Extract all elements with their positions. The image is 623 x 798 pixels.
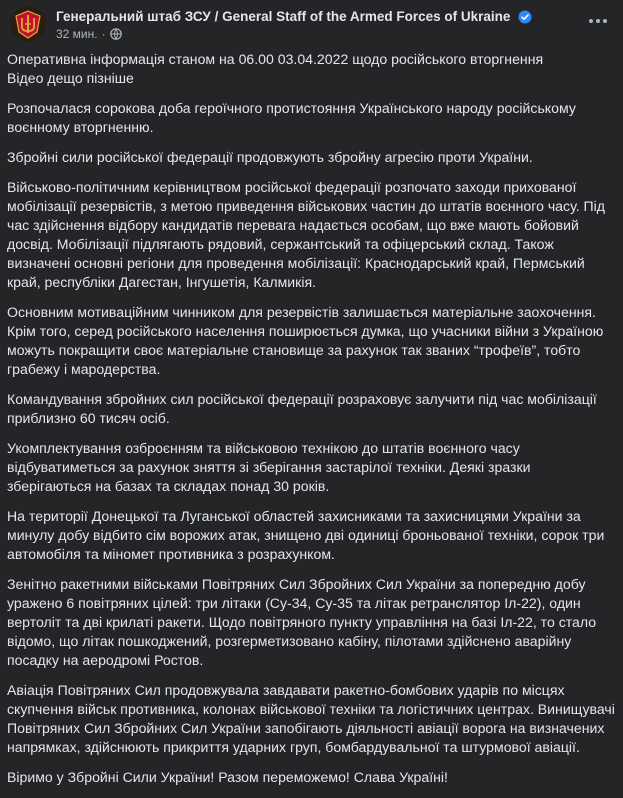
post-paragraph: Зенітно ракетними військами Повітряних Сил Збройних Сил України за попередню добу уражено 6 повітряних цілей: три літаки (Су-34, Су-35 та літак ретранслятор Іл-22), один вертоліт та дві крилаті ракети. Щодо повітряного пункту управління на базі Іл-22, то стало відомо, що літак пошкоджений, розгерметизовано кабіну, пілотами здійснено аварійну посадку на аеродромі Ростов. — [7, 576, 597, 668]
post-body — [7, 50, 617, 798]
meta-separator: · — [101, 27, 106, 41]
post-paragraph: Укомплектування озброєнням та військовою технікою до штатів воєнного часу відбуватиметься за рахунок зняття зі зберігання застарілої техніки. Деякі зразки зберігаються на базах та складах понад 30 років. — [7, 440, 531, 494]
more-options-button[interactable] — [583, 6, 613, 36]
post-paragraph: Віримо у Збройні Сили України! Разом переможемо! Слава Україні! — [7, 769, 448, 785]
post-header — [10, 4, 613, 44]
post-meta — [56, 27, 122, 43]
globe-icon[interactable] — [110, 28, 122, 43]
post-paragraph: Командування збройних сил російської федерації розраховує залучити під час мобілізації приблизно 60 тисяч осіб. — [7, 391, 597, 426]
post-paragraph: Збройні сили російської федерації продовжують збройну агресію проти України. — [7, 149, 533, 165]
page-avatar[interactable] — [10, 6, 46, 42]
post-intro — [7, 50, 617, 88]
post-line-2: Відео дещо пізніше — [7, 70, 134, 86]
post-paragraph: Авіація Повітряних Сил продовжувала завдавати ракетно-бомбових ударів по місцях скупчення військ противника, колонах військової техніки та логістичних центрах. Винищувачі Повітряних Сил Збройних Сил України запобігають діяльності авіації ворога на визначених напрямках, здійснюють прикриття ударних груп, бомбардувальної та штурмової авіації. — [7, 682, 615, 755]
post-paragraph: Основним мотиваційним чинником для резервістів залишається матеріальне заохочення. Крім того, серед російського населення поширюється думка, що учасники війни з Україною можуть покращити своє матеріальне становище за рахунок так званих “трофеїв”, тобто грабежу і мародерства. — [7, 304, 604, 377]
post-paragraph: На території Донецької та Луганської областей захисниками та захисницями України за минулу добу відбито сім ворожих атак, знищено дві одиниці броньованої техніки, сорок три автомобіля та міномет противника з розрахунком. — [7, 508, 605, 562]
post-paragraph: Розпочалася сорокова доба героїчного протистояння Українського народу російському воєнному вторгненню. — [7, 100, 576, 135]
post-line-1: Оперативна інформація станом на 06.00 03.04.2022 щодо російського вторгнення — [7, 51, 544, 67]
page-name-link[interactable] — [56, 9, 532, 28]
verified-badge-icon — [518, 10, 532, 28]
coat-of-arms-emblem-icon — [10, 6, 46, 42]
post-timestamp[interactable]: 32 мин. — [56, 27, 98, 41]
page-name-text: Генеральний штаб ЗСУ / General Staff of the Armed Forces of Ukraine — [56, 9, 511, 24]
post-paragraph: Військово-політичним керівництвом російської федерації розпочато заходи прихованої мобілізації резервістів, з метою приведення військових частин до штатів воєнного часу. Під час здійснення відбору кандидатів перевага надається особам, що вже мають бойовий досвід. Мобілізації підлягають рядовий, сержантський та офіцерський склад. Також визначені основні регіони для проведення мобілізації: Краснодарський край, Пермський край, республіки Дагестан, Інгушетія, Калмикія. — [7, 179, 606, 290]
more-options-icon — [588, 18, 608, 24]
